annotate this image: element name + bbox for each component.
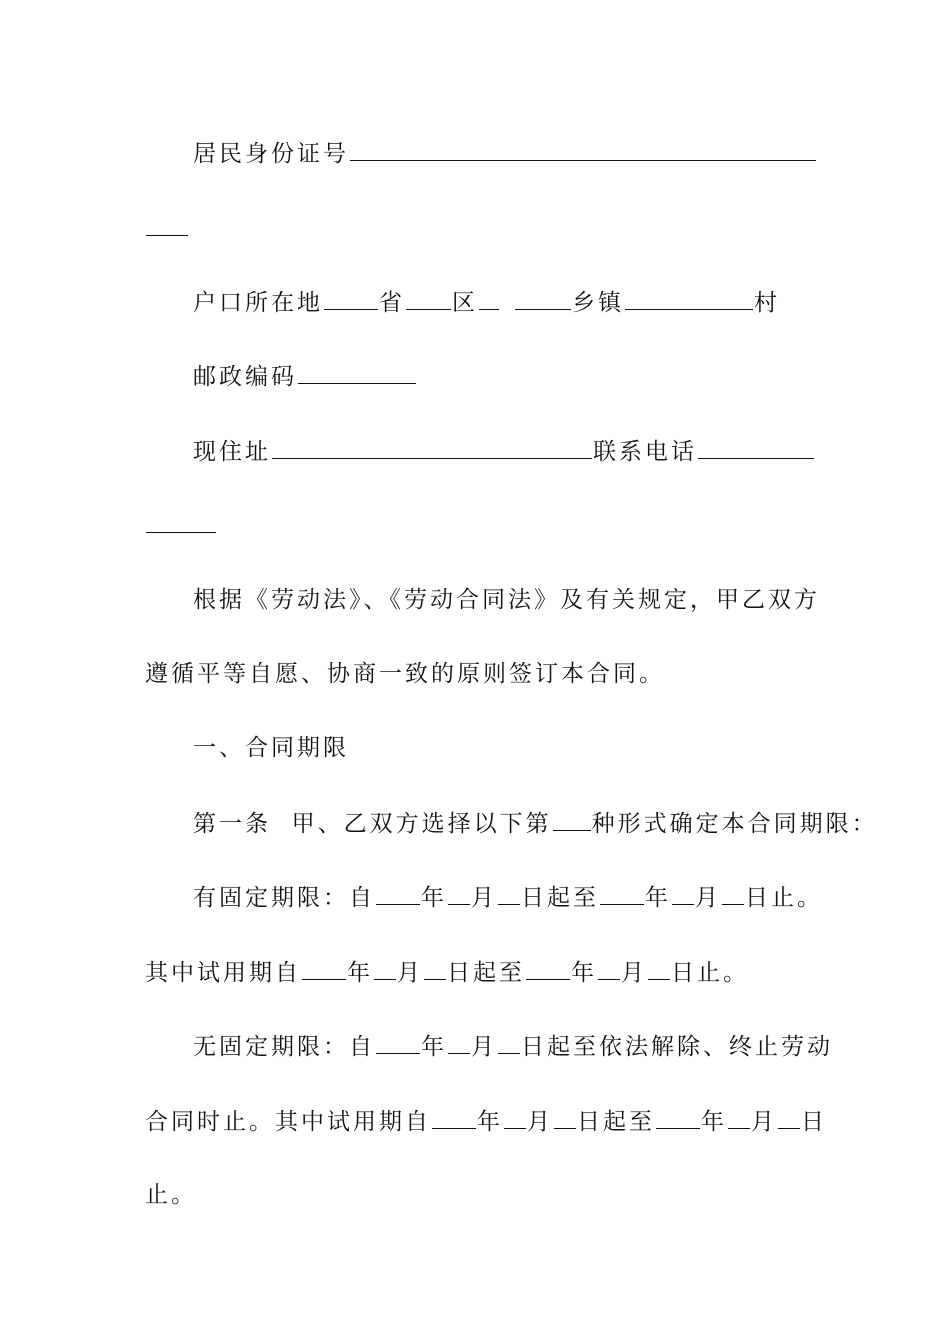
district-blank xyxy=(406,287,451,310)
open-ended-label: 无固定期限：自 xyxy=(193,1034,375,1060)
township-label: 乡镇 xyxy=(572,290,624,316)
article-1-line xyxy=(193,808,878,839)
current-address-blank xyxy=(272,436,592,459)
month-label: 月 xyxy=(397,960,423,986)
household-label: 户口所在地 xyxy=(193,290,323,316)
probation-start-day-blank xyxy=(424,957,446,980)
probation-end-year-blank xyxy=(526,957,570,980)
district-blank-2 xyxy=(479,287,499,310)
fixed-term-label: 有固定期限：自 xyxy=(193,885,375,911)
probation2-end-month-blank xyxy=(728,1106,750,1129)
month-label: 月 xyxy=(695,885,721,911)
household-registration-line xyxy=(193,287,780,318)
postal-code-label: 邮政编码 xyxy=(193,364,297,390)
phone-label: 联系电话 xyxy=(593,439,697,465)
month-label: 月 xyxy=(471,1034,497,1060)
probation2-end-year-blank xyxy=(656,1106,700,1129)
end-day-blank xyxy=(722,882,744,905)
month-label: 月 xyxy=(751,1109,777,1135)
current-address-label: 现住址 xyxy=(193,439,271,465)
village-blank xyxy=(625,287,753,310)
id-number-blank-tail xyxy=(146,213,188,236)
year-label: 年 xyxy=(645,885,671,911)
probation-label: 其中试用期自 xyxy=(145,960,301,986)
phone-blank-tail xyxy=(146,510,216,533)
open-ended-term-line xyxy=(193,1031,833,1062)
open-start-month-blank xyxy=(448,1031,470,1054)
year-label: 年 xyxy=(347,960,373,986)
township-blank xyxy=(515,287,571,310)
address-phone-line xyxy=(193,436,815,467)
day-to-label: 日起至 xyxy=(521,885,599,911)
village-label: 村 xyxy=(754,290,780,316)
day-to-label: 日起至 xyxy=(447,960,525,986)
probation2-end-day-blank xyxy=(778,1106,800,1129)
month-label: 月 xyxy=(527,1109,553,1135)
probation-start-year-blank xyxy=(302,957,346,980)
day-label: 日 xyxy=(801,1109,827,1135)
start-year-blank xyxy=(376,882,420,905)
section-heading xyxy=(193,733,349,763)
open-start-year-blank xyxy=(376,1031,420,1054)
phone-blank-continued xyxy=(145,510,217,541)
start-month-blank xyxy=(448,882,470,905)
preamble-text-1: 根据《劳动法》、《劳动合同法》及有关规定，甲乙双方 xyxy=(193,587,820,613)
probation-end-month-blank xyxy=(598,957,620,980)
year-label: 年 xyxy=(477,1109,503,1135)
id-number-blank-continued xyxy=(145,213,189,244)
day-to-label: 日起至 xyxy=(577,1109,655,1135)
day-end-label: 日止。 xyxy=(671,960,749,986)
year-label: 年 xyxy=(421,1034,447,1060)
article-1-text-a: 第一条 甲、乙双方选择以下第 xyxy=(193,811,552,837)
id-number-line xyxy=(193,138,817,169)
preamble-text-2: 遵循平等自愿、协商一致的原则签订本合同。 xyxy=(145,661,665,687)
province-label: 省 xyxy=(379,290,405,316)
end-year-blank xyxy=(600,882,644,905)
form-choice-blank xyxy=(553,808,591,831)
fixed-term-line xyxy=(193,882,823,913)
month-label: 月 xyxy=(621,960,647,986)
probation2-start-year-blank xyxy=(432,1106,476,1129)
end-month-blank xyxy=(672,882,694,905)
open-start-day-blank xyxy=(498,1031,520,1054)
closing-text: 止。 xyxy=(145,1182,197,1208)
district-label: 区 xyxy=(452,290,478,316)
section-heading-text: 一、合同期限 xyxy=(193,735,349,761)
probation-line-1 xyxy=(145,957,749,988)
preamble-line-2 xyxy=(145,659,665,689)
phone-blank xyxy=(698,436,814,459)
province-blank xyxy=(324,287,378,310)
closing-line xyxy=(145,1180,197,1210)
open-ended-tail: 日起至依法解除、终止劳动 xyxy=(521,1034,833,1060)
month-label: 月 xyxy=(471,885,497,911)
id-number-blank xyxy=(350,138,816,161)
probation-start-month-blank xyxy=(374,957,396,980)
preamble-line-1 xyxy=(193,585,820,615)
id-number-label: 居民身份证号 xyxy=(193,141,349,167)
probation2-start-day-blank xyxy=(554,1106,576,1129)
probation-end-day-blank xyxy=(648,957,670,980)
probation-line-2 xyxy=(145,1106,827,1137)
day-end-label: 日止。 xyxy=(745,885,823,911)
postal-code-blank xyxy=(298,361,416,384)
year-label: 年 xyxy=(571,960,597,986)
article-1-text-b: 种形式确定本合同期限： xyxy=(591,811,878,837)
year-label: 年 xyxy=(701,1109,727,1135)
probation2-start-month-blank xyxy=(504,1106,526,1129)
postal-code-line xyxy=(193,361,417,392)
start-day-blank xyxy=(498,882,520,905)
year-label: 年 xyxy=(421,885,447,911)
probation-label-2: 合同时止。其中试用期自 xyxy=(145,1109,431,1135)
